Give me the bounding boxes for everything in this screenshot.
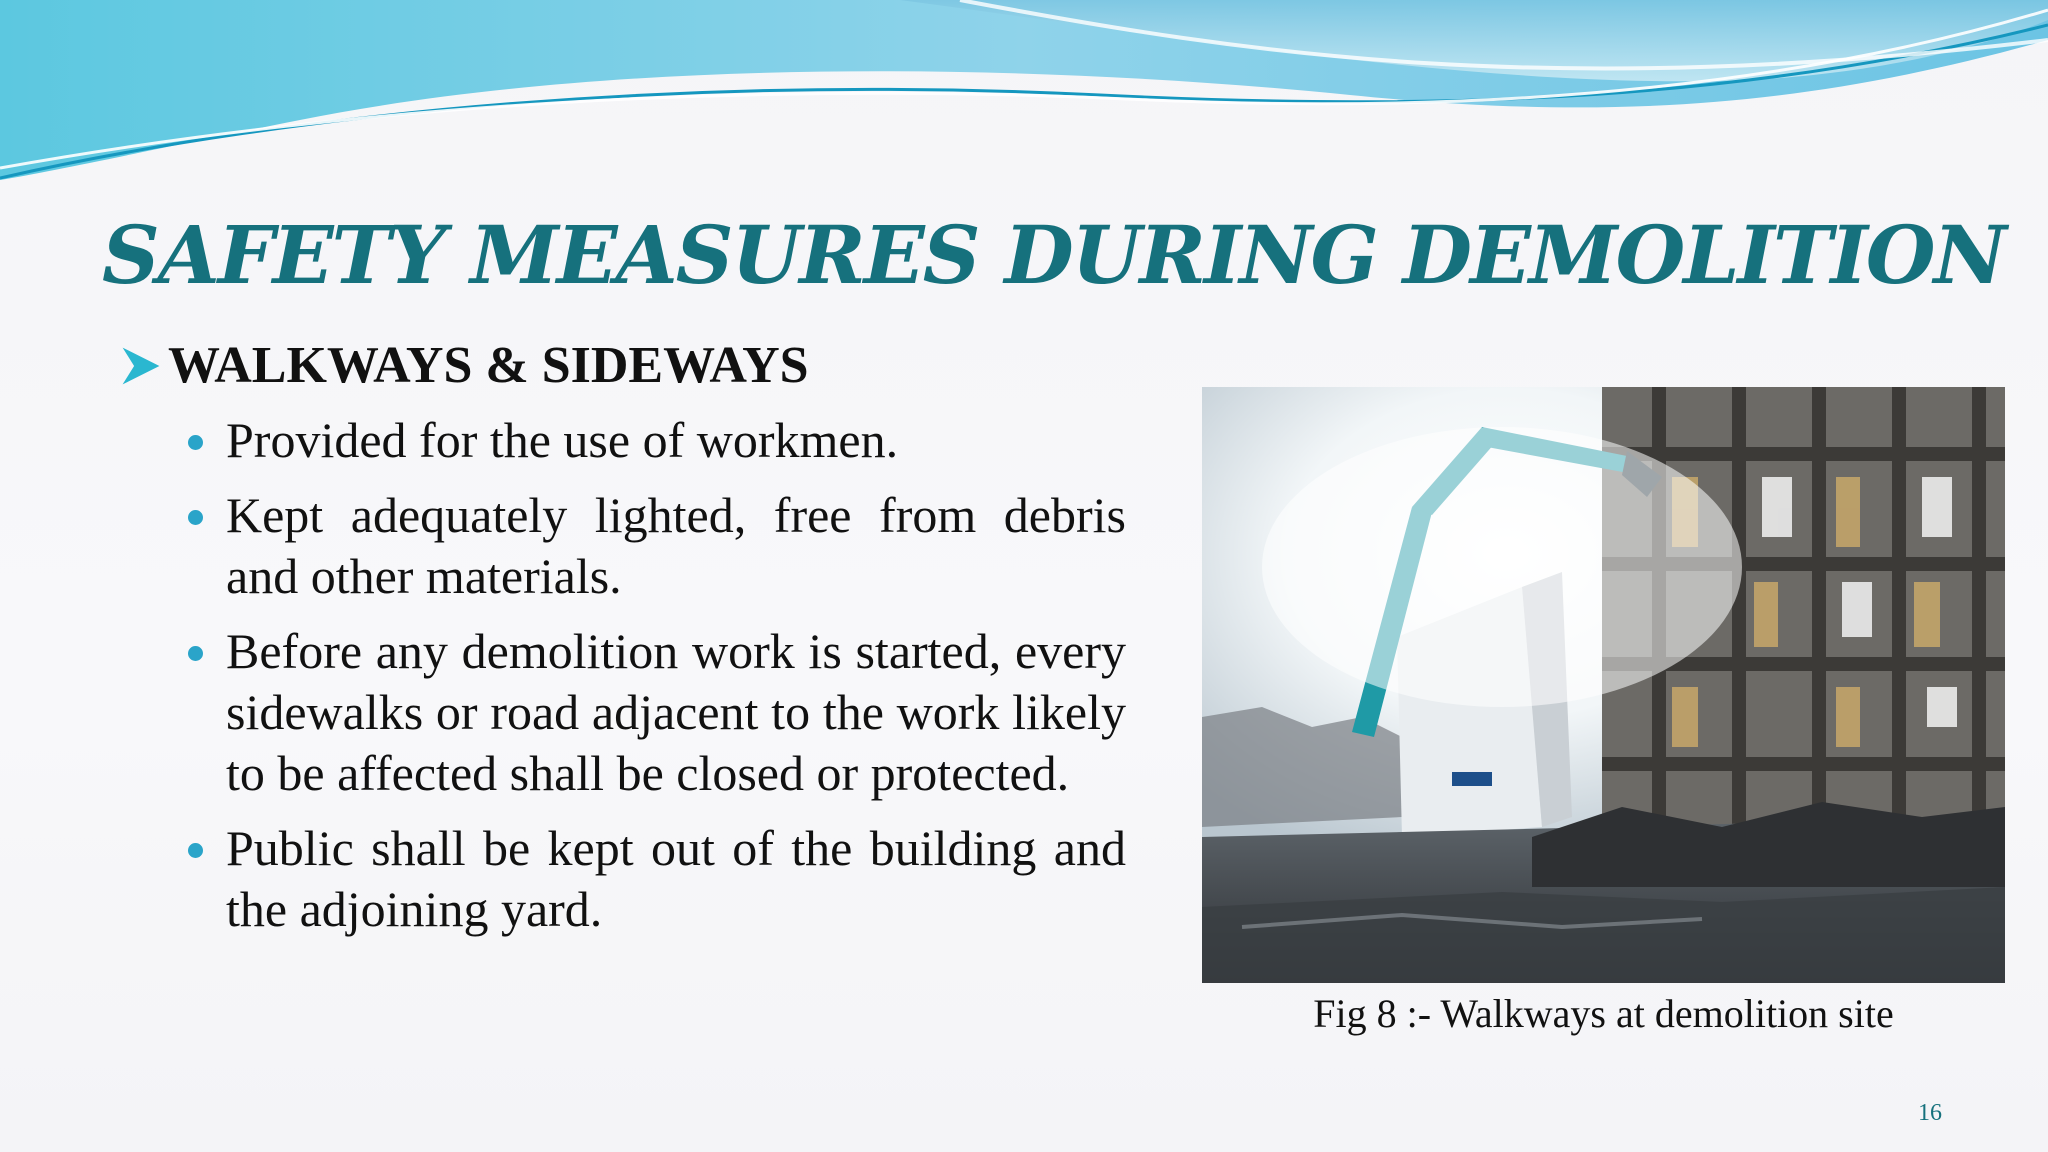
demolition-site-photo	[1202, 387, 2005, 983]
page-number: 16	[1918, 1100, 1942, 1126]
figure-caption: Fig 8 :- Walkways at demolition site	[1313, 991, 1894, 1036]
dot-icon	[188, 843, 203, 858]
arrowhead-icon	[118, 343, 164, 389]
bullet-list	[226, 410, 1126, 954]
header-wave-decoration	[0, 0, 2048, 200]
bullet-text: Before any demolition work is started, every sidewalks or road adjacent to the work likely to be affected shall be closed or protected.	[226, 623, 1126, 801]
list-item	[226, 410, 1126, 471]
section-heading-label: WALKWAYS & SIDEWAYS	[168, 337, 809, 394]
list-item	[226, 485, 1126, 607]
bullet-text: Provided for the use of workmen.	[226, 412, 899, 468]
bullet-text: Public shall be kept out of the building and the adjoining yard.	[226, 820, 1126, 937]
dot-icon	[188, 435, 203, 450]
demolition-illustration	[1202, 387, 2005, 983]
bullet-text: Kept adequately lighted, free from debris and other materials.	[226, 487, 1126, 604]
list-item	[226, 621, 1126, 804]
dot-icon	[188, 646, 203, 661]
list-item	[226, 818, 1126, 940]
dot-icon	[188, 510, 203, 525]
section-heading	[118, 336, 809, 395]
slide-title: SAFETY MEASURES DURING DEMOLITION	[102, 208, 2005, 302]
